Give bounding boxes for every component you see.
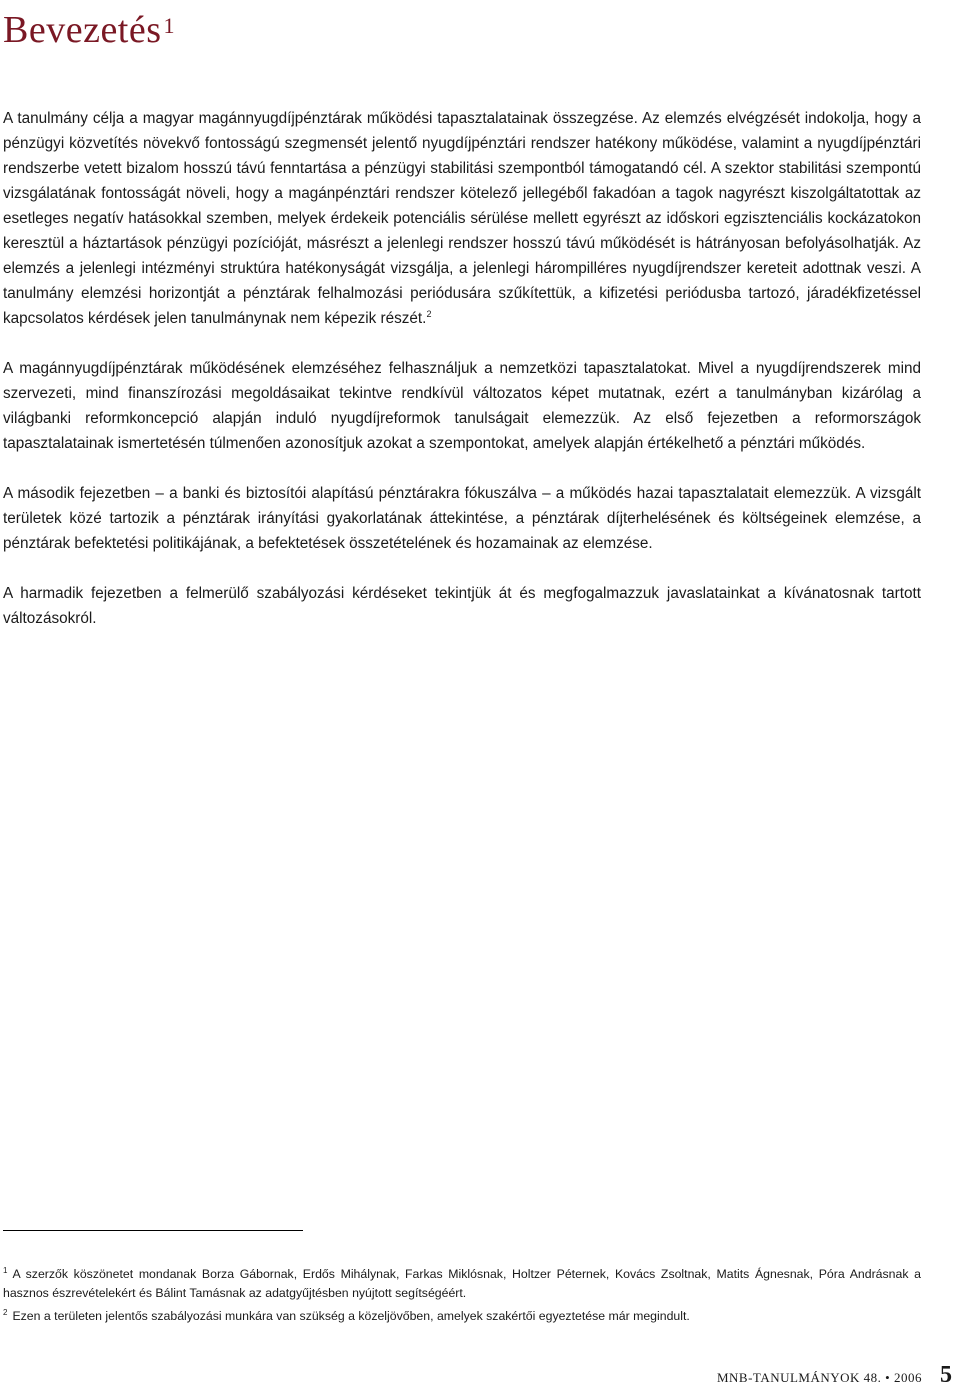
series-label: MNB-TANULMÁNYOK 48. • 2006 [716,1370,922,1385]
footnotes [3,1261,921,1326]
page-number: 5 [940,1362,952,1388]
footnote-divider [3,1230,303,1231]
footnote-text: Ezen a területen jelentős szabályozási munkára van szükség a közeljövőben, amelyek szakértői egyeztetése már megindult. [12,1309,690,1324]
page-title [3,8,175,52]
footnote-marker: 1 [3,1266,8,1275]
footnote-marker: 2 [3,1308,8,1318]
paragraph-text: A harmadik fejezetben a felmerülő szabályozási kérdéseket tekintjük át és megfogalmazzuk javaslatainkat a kívánatosnak tartott változásokról. [3,585,921,627]
footnote-text: A szerzők köszönetet mondanak Borza Gábornak, Erdős Mihálynak, Farkas Miklósnak, Holtzer Péternek, Kovács Zsoltnak, Matits Ágnesnak, Póra Andrásnak a hasznos észrevételekért és Bálint Tamásnak az adatgyűjtésben nyújtott segítségéért. [3,1267,921,1301]
page-title-text: Bevezetés [3,9,162,51]
footnote-ref-2: 2 [426,308,432,319]
paragraph-intro [3,106,921,331]
page-footer [717,1362,952,1389]
paragraph-third-chapter [3,581,921,631]
body-text [3,106,921,656]
paragraph-text: A tanulmány célja a magyar magánnyugdíjpénztárak működési tapasztalatainak összegzése. Az elemzés elvégzését indokolja, hogy a pénzügyi közvetítés növekvő fontosságú szegmensét jelentő nyugdíjpénztári rendszer hatékony működése, valamint a nyugdíjpénztári rendszerbe vetett bizalom hosszú távú fenntartása a pénzügyi stabilitási szempontból támogatandó cél. A szektor stabilitási szempontú vizsgálatának fontosságát növeli, hogy a magánpénztári rendszer kötelező jellegéből fakadóan a tagok nagyrészt kiszolgáltatottak az esetleges negatív hatásokkal szemben, melyek érdekeik potenciális sérülése mellett egyrészt az időskori egzisztenciális kockázatokon keresztül a háztartások pénzügyi pozícióját, másrészt a jelenlegi rendszer hosszú távú működését is hátrányosan befolyásolhatják. Az elemzés a jelenlegi intézményi struktúra hatékonyságát vizsgálja, a jelenlegi hárompilléres nyugdíjrendszer kereteit adottnak veszi. A tanulmány elemzési horizontját a pénztárak felhalmozási periódusára szűkítettük, a kifizetési periódusba tartozó, járadékfizetéssel kapcsolatos kérdések jelen tanulmánynak nem képezik részét. [3,110,921,327]
paragraph-international [3,356,921,456]
footnote-2 [3,1303,921,1326]
paragraph-second-chapter [3,481,921,556]
paragraph-text: A magánnyugdíjpénztárak működésének elemzéséhez felhasználjuk a nemzetközi tapasztalatokat. Mivel a nyugdíjrendszerek mind szervezeti, mind finanszírozási megoldásaikat tekintve rendkívül változatos képet mutatnak, ezért a tanulmányban kizárólag a világbanki reformkoncepció alapján induló nyugdíjreformok tanulságait elemezzük. Az első fejezetben a reformországok tapasztalatainak ismertetésén túlmenően azonosítjuk azokat a szempontokat, amelyek alapján értékelhető a pénztári működés. [3,360,921,452]
paragraph-text: A második fejezetben – a banki és biztosítói alapítású pénztárakra fókuszálva – a működés hazai tapasztalatait elemezzük. A vizsgált területek közé tartozik a pénztárak irányítási gyakorlatának áttekintése, a pénztárak díjterhelésének és költségeinek elemzése, a pénztárak befektetési politikájának, a befektetések összetételének és hozamainak az elemzése. [3,485,921,552]
footnote-1 [3,1261,921,1303]
footnote-ref-1: 1 [163,13,176,38]
